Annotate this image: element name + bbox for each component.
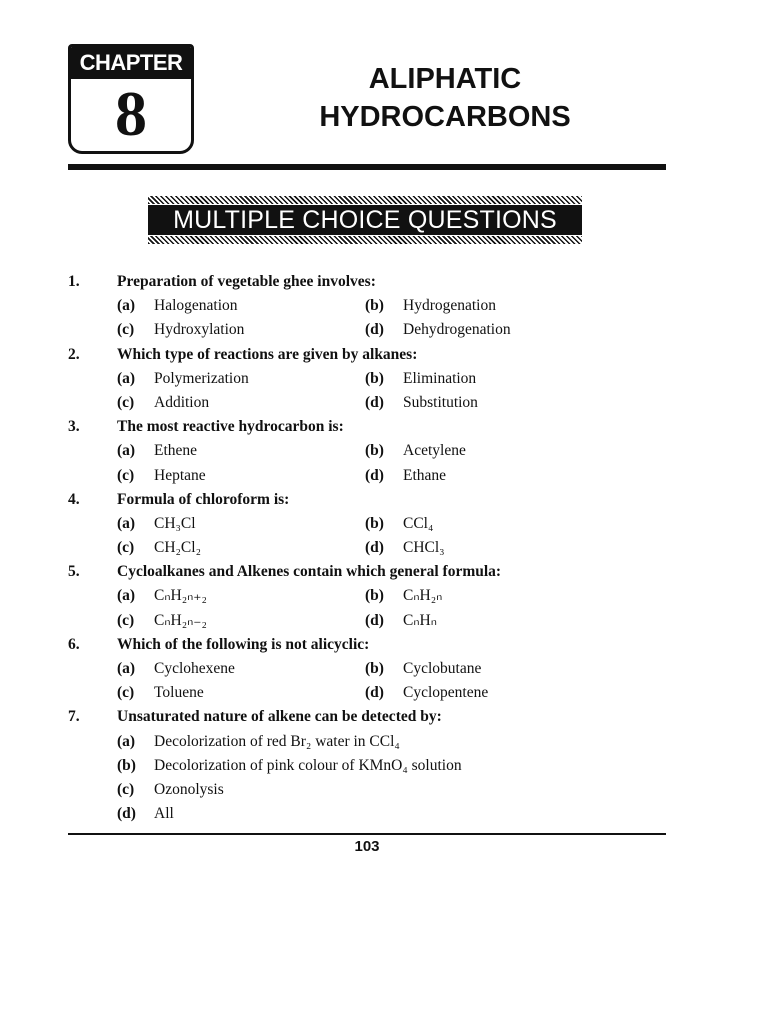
option-letter: (a) [117, 442, 136, 460]
footer-rule [68, 833, 666, 835]
option-letter: (b) [365, 442, 384, 460]
question-text: The most reactive hydrocarbon is: [117, 418, 344, 436]
question-text: Cycloalkanes and Alkenes contain which general formula: [117, 563, 502, 581]
option-row [68, 657, 668, 681]
option-text: All [154, 805, 174, 823]
option-row [68, 681, 668, 705]
option-text: Hydroxylation [154, 321, 245, 339]
option-text: CCl₄ [403, 514, 434, 532]
banner-hatch-top [148, 196, 582, 204]
option-letter: (d) [365, 539, 384, 557]
option-text: CₙH₂ₙ [403, 587, 443, 605]
question-row [68, 488, 668, 512]
question-row [68, 560, 668, 584]
header-rule [68, 164, 666, 170]
option-row [68, 464, 668, 488]
question-text: Preparation of vegetable ghee involves: [117, 273, 376, 290]
option-text: Elimination [403, 369, 477, 387]
option-row [68, 512, 668, 536]
option-row [68, 536, 668, 560]
option-letter: (a) [117, 732, 136, 750]
option-text: CₙH₂ₙ₋₂ [154, 611, 207, 629]
option-text: Ethene [154, 442, 198, 460]
option-letter: (a) [117, 369, 136, 387]
chapter-badge [68, 44, 194, 154]
option-letter: (c) [117, 611, 135, 629]
question-number: 3. [68, 418, 80, 436]
option-letter: (c) [117, 466, 135, 484]
question-text: Unsaturated nature of alkene can be detected by: [117, 708, 442, 726]
option-letter: (c) [117, 780, 135, 798]
question-text: Which of the following is not alicyclic: [117, 635, 370, 653]
option-letter: (a) [117, 660, 136, 677]
chapter-title [300, 60, 590, 136]
option-letter: (c) [117, 321, 135, 339]
option-letter: (d) [365, 684, 384, 702]
question-number: 6. [68, 635, 80, 653]
option-letter: (b) [117, 756, 136, 774]
option-text: Hydrogenation [403, 297, 496, 315]
option-text: Cyclobutane [403, 660, 482, 677]
option-text: Acetylene [403, 442, 466, 460]
option-text: CH₃Cl [154, 514, 196, 532]
option-text: Halogenation [154, 297, 238, 315]
chapter-title-line-1: ALIPHATIC [368, 63, 522, 95]
option-letter: (d) [117, 805, 136, 823]
page-number: 103 [354, 838, 380, 855]
question-text: Formula of chloroform is: [117, 490, 290, 508]
option-text: Addition [154, 393, 210, 411]
option-text: Ozonolysis [154, 780, 224, 798]
option-text: Heptane [154, 466, 206, 484]
option-row [68, 778, 668, 802]
option-row [68, 439, 668, 463]
option-row [68, 609, 668, 633]
option-letter: (b) [365, 514, 384, 532]
option-letter: (b) [365, 369, 384, 387]
option-row [68, 730, 668, 754]
option-text: Polymerization [154, 369, 249, 387]
question-number: 5. [68, 563, 80, 581]
option-letter: (a) [117, 297, 136, 315]
option-text: CH₂Cl₂ [154, 539, 201, 557]
question-row [68, 270, 668, 294]
option-text: CₙH₂ₙ₊₂ [154, 587, 207, 605]
option-row [68, 318, 668, 342]
question-number: 1. [68, 273, 80, 290]
question-row [68, 415, 668, 439]
option-text: Decolorization of red Br₂ water in CCl₄ [154, 732, 400, 750]
option-letter: (d) [365, 393, 384, 411]
chapter-label: CHAPTER [71, 47, 191, 79]
option-letter: (b) [365, 297, 384, 315]
option-letter: (a) [117, 587, 136, 605]
question-text: Which type of reactions are given by alkanes: [117, 345, 418, 363]
question-row [68, 633, 668, 657]
chapter-number: 8 [115, 78, 147, 149]
option-text: CₙHₙ [403, 611, 437, 629]
option-text: Cyclohexene [154, 660, 235, 677]
option-letter: (b) [365, 660, 384, 677]
option-letter: (a) [117, 514, 136, 532]
mcq-banner [148, 196, 582, 244]
option-text: Ethane [403, 466, 447, 484]
banner-title: MULTIPLE CHOICE QUESTIONS [148, 205, 582, 235]
option-row [68, 802, 668, 826]
option-row [68, 584, 668, 608]
option-text: Decolorization of pink colour of KMnO₄ solution [154, 756, 462, 774]
option-text: Toluene [154, 684, 204, 702]
banner-hatch-bottom [148, 236, 582, 244]
question-number: 2. [68, 345, 80, 363]
option-letter: (c) [117, 539, 135, 557]
option-text: Substitution [403, 393, 478, 411]
option-row [68, 367, 668, 391]
option-letter: (d) [365, 321, 384, 339]
question-list [68, 270, 668, 826]
chapter-title-line-2: HYDROCARBONS [319, 101, 571, 133]
option-letter: (b) [365, 587, 384, 605]
option-letter: (c) [117, 393, 135, 411]
option-letter: (d) [365, 611, 384, 629]
question-number: 4. [68, 490, 80, 508]
option-text: CHCl₃ [403, 539, 445, 557]
option-letter: (c) [117, 684, 135, 702]
option-row [68, 754, 668, 778]
option-text: Cyclopentene [403, 684, 489, 702]
question-row [68, 705, 668, 729]
option-row [68, 391, 668, 415]
option-text: Dehydrogenation [403, 321, 511, 339]
option-letter: (d) [365, 466, 384, 484]
question-number: 7. [68, 708, 80, 726]
option-row [68, 294, 668, 318]
question-row [68, 343, 668, 367]
